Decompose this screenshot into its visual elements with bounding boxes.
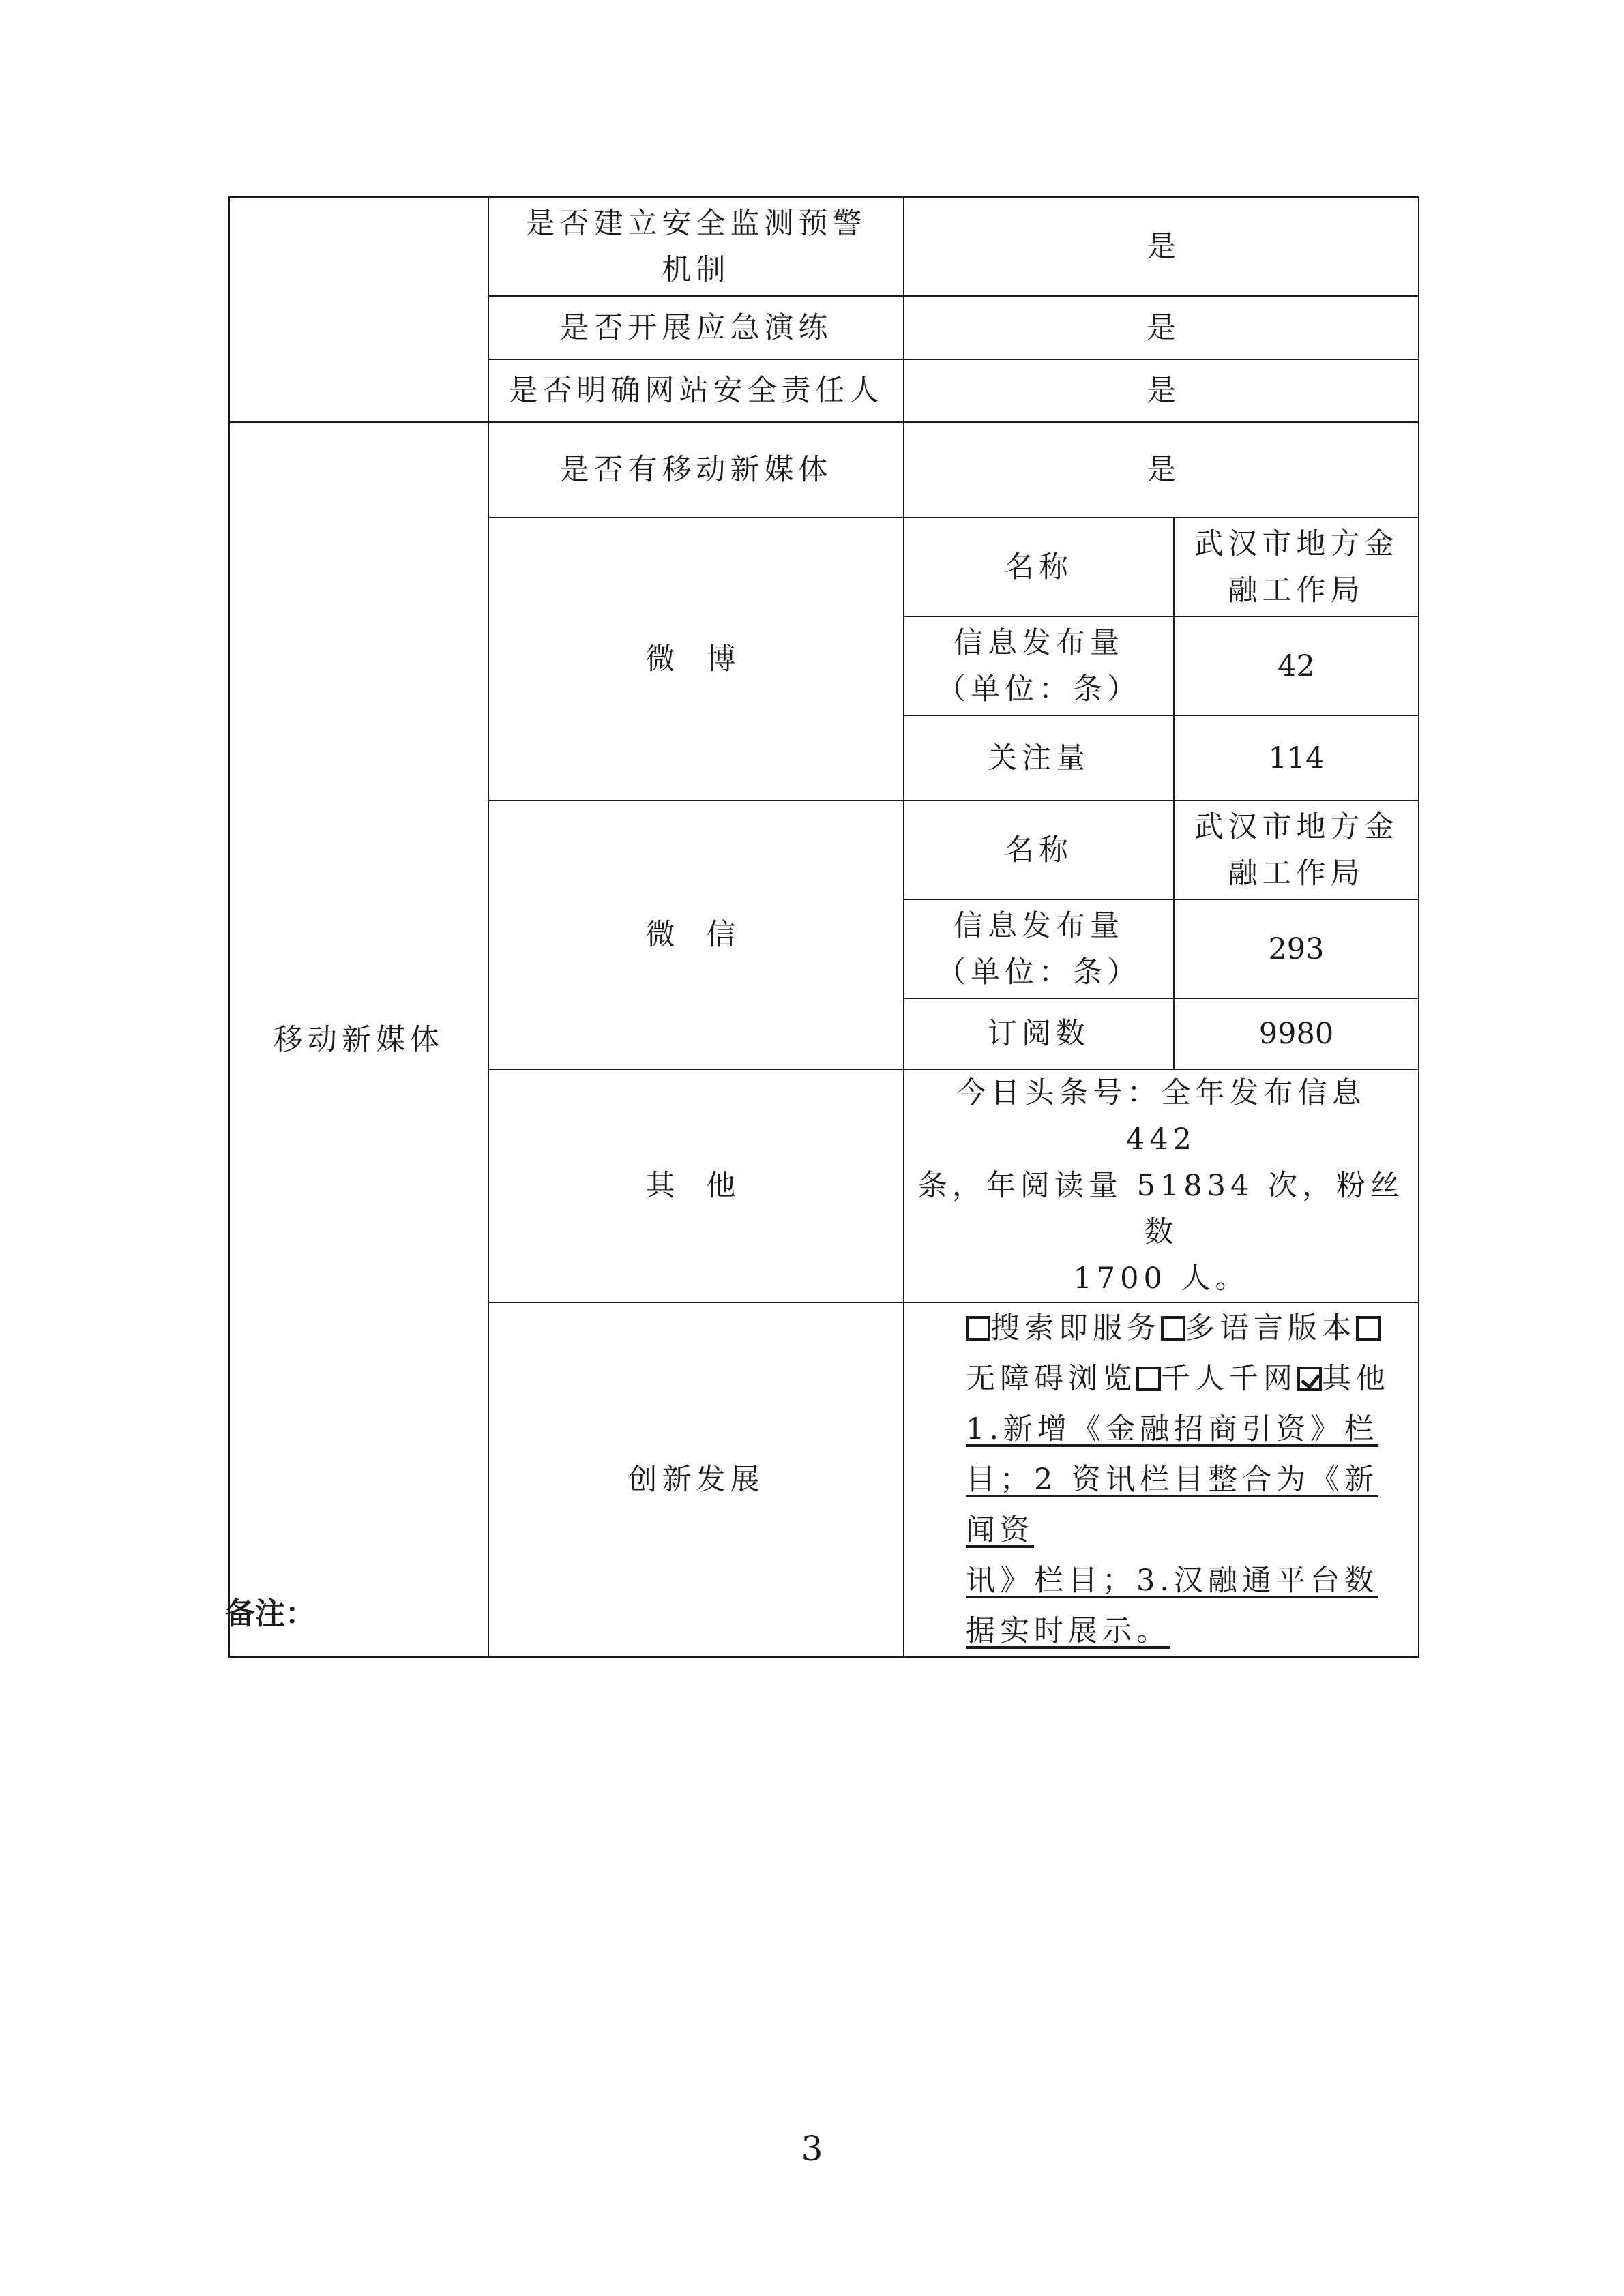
innovation-content: [904, 1302, 1419, 1657]
monitoring-label: 是否建立安全监测预警 机制: [488, 197, 904, 296]
weibo-posts-label: 信息发布量 （单位：条）: [904, 616, 1174, 715]
option-search-service: 搜索即服务: [990, 1311, 1161, 1345]
checkbox-other-checked[interactable]: [1297, 1367, 1322, 1391]
innovation-section-label: 创新发展: [488, 1302, 904, 1657]
report-table: [228, 196, 1419, 1658]
wechat-subscribers-label: 订阅数: [904, 998, 1174, 1069]
option-accessibility: 无障碍浏览: [966, 1362, 1136, 1396]
drill-label: 是否开展应急演练: [488, 296, 904, 359]
page-number: 3: [801, 2129, 823, 2168]
responsible-person-label: 是否明确网站安全责任人: [488, 359, 904, 422]
wechat-name-value: 武汉市地方金 融工作局: [1174, 801, 1419, 899]
checkbox-multilingual[interactable]: [1161, 1316, 1185, 1341]
other-label: 其他: [488, 1069, 904, 1302]
wechat-name-label: 名称: [904, 801, 1174, 899]
mobile-media-section-label: 移动新媒体: [229, 422, 488, 1657]
checkbox-accessibility[interactable]: [1356, 1316, 1381, 1341]
has-mobile-label: 是否有移动新媒体: [488, 422, 904, 518]
wechat-subscribers-value: 9980: [1174, 998, 1419, 1069]
note-label: 备注：: [225, 1596, 315, 1631]
wechat-posts-value: 293: [1174, 899, 1419, 998]
weibo-followers-value: 114: [1174, 715, 1419, 801]
other-value: 今日头条号：全年发布信息 442 条，年阅读量 51834 次，粉丝数 1700 人。: [904, 1069, 1419, 1302]
innovation-detail-line2: 讯》栏目；3.汉融通平台数据实时展示。: [966, 1564, 1379, 1648]
monitoring-value: 是: [904, 197, 1419, 296]
checkbox-search-service[interactable]: [966, 1316, 990, 1341]
option-personalized: 千人千网: [1161, 1362, 1297, 1396]
security-section-cell: [229, 197, 488, 422]
responsible-person-value: 是: [904, 359, 1419, 422]
weibo-followers-label: 关注量: [904, 715, 1174, 801]
drill-value: 是: [904, 296, 1419, 359]
wechat-label: 微信: [488, 801, 904, 1069]
checkbox-personalized[interactable]: [1136, 1367, 1161, 1391]
innovation-options: [966, 1303, 1398, 1404]
weibo-name-label: 名称: [904, 518, 1174, 616]
weibo-name-value: 武汉市地方金 融工作局: [1174, 518, 1419, 616]
wechat-posts-label: 信息发布量 （单位：条）: [904, 899, 1174, 998]
option-multilingual: 多语言版本: [1185, 1311, 1356, 1345]
weibo-posts-value: 42: [1174, 616, 1419, 715]
has-mobile-value: 是: [904, 422, 1419, 518]
innovation-detail-line1: 1.新增《金融招商引资》栏目；2 资讯栏目整合为《新闻资: [966, 1412, 1379, 1547]
option-other: 其他: [1322, 1362, 1390, 1396]
weibo-label: 微博: [488, 518, 904, 801]
